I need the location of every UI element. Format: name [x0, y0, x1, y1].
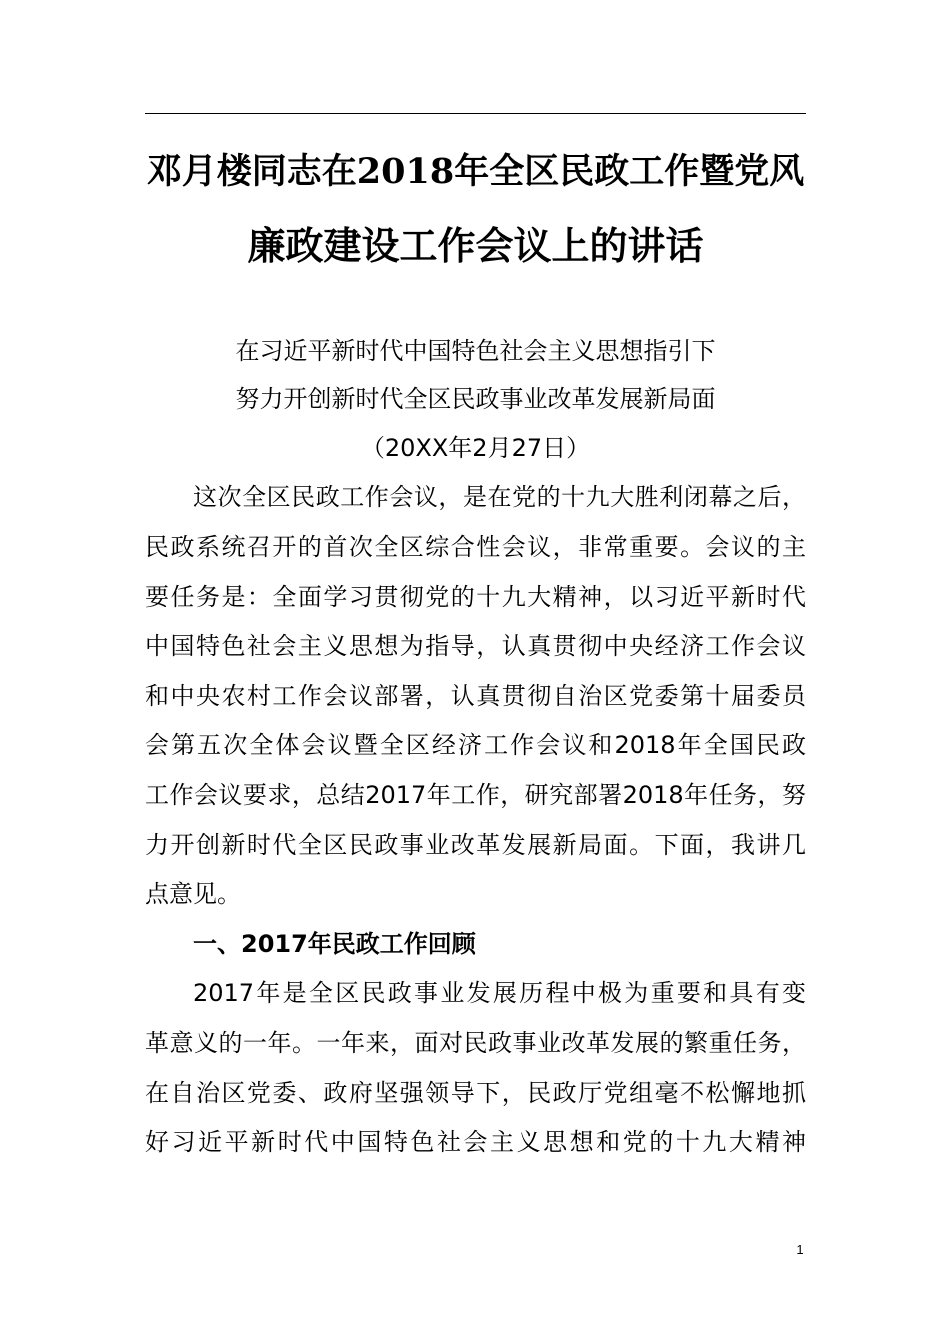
paragraph-line: 会第五次全体会议暨全区经济工作会议和2018年全国民政: [145, 731, 806, 759]
page-number: 1: [796, 1242, 804, 1257]
subtitle-line-2: 努力开创新时代全区民政事业改革发展新局面: [235, 385, 716, 413]
subtitle-line-1: 在习近平新时代中国特色社会主义思想指引下: [235, 337, 716, 365]
paragraph-line: 这次全区民政工作会议，是在党的十九大胜利闭幕之后，: [193, 483, 806, 511]
section-heading: 一、2017年民政工作回顾: [193, 930, 476, 958]
paragraph-line: 中国特色社会主义思想为指导，认真贯彻中央经济工作会议: [145, 632, 806, 660]
document-title-line-1: 邓月楼同志在2018年全区民政工作暨党风: [146, 151, 805, 192]
header-rule: [145, 113, 806, 114]
document-title-line-2: 廉政建设工作会议上的讲话: [247, 223, 704, 268]
paragraph-line: 革意义的一年。一年来，面对民政事业改革发展的繁重任务，: [145, 1029, 806, 1057]
paragraph-line: 工作会议要求，总结2017年工作，研究部署2018年任务，努: [145, 781, 806, 809]
paragraph-line: 要任务是：全面学习贯彻党的十九大精神，以习近平新时代: [145, 583, 806, 611]
paragraph-line: 和中央农村工作会议部署，认真贯彻自治区党委第十届委员: [145, 682, 806, 710]
paragraph-line: 民政系统召开的首次全区综合性会议，非常重要。会议的主: [145, 533, 806, 561]
document-date: （20XX年2月27日）: [360, 434, 591, 462]
paragraph-line: 力开创新时代全区民政事业改革发展新局面。下面，我讲几: [145, 831, 806, 859]
paragraph-line: 点意见。: [145, 880, 241, 908]
paragraph-line: 2017年是全区民政事业发展历程中极为重要和具有变: [193, 979, 806, 1007]
paragraph-line: 在自治区党委、政府坚强领导下，民政厅党组毫不松懈地抓: [145, 1079, 806, 1107]
paragraph-line: 好习近平新时代中国特色社会主义思想和党的十九大精神: [145, 1128, 806, 1156]
